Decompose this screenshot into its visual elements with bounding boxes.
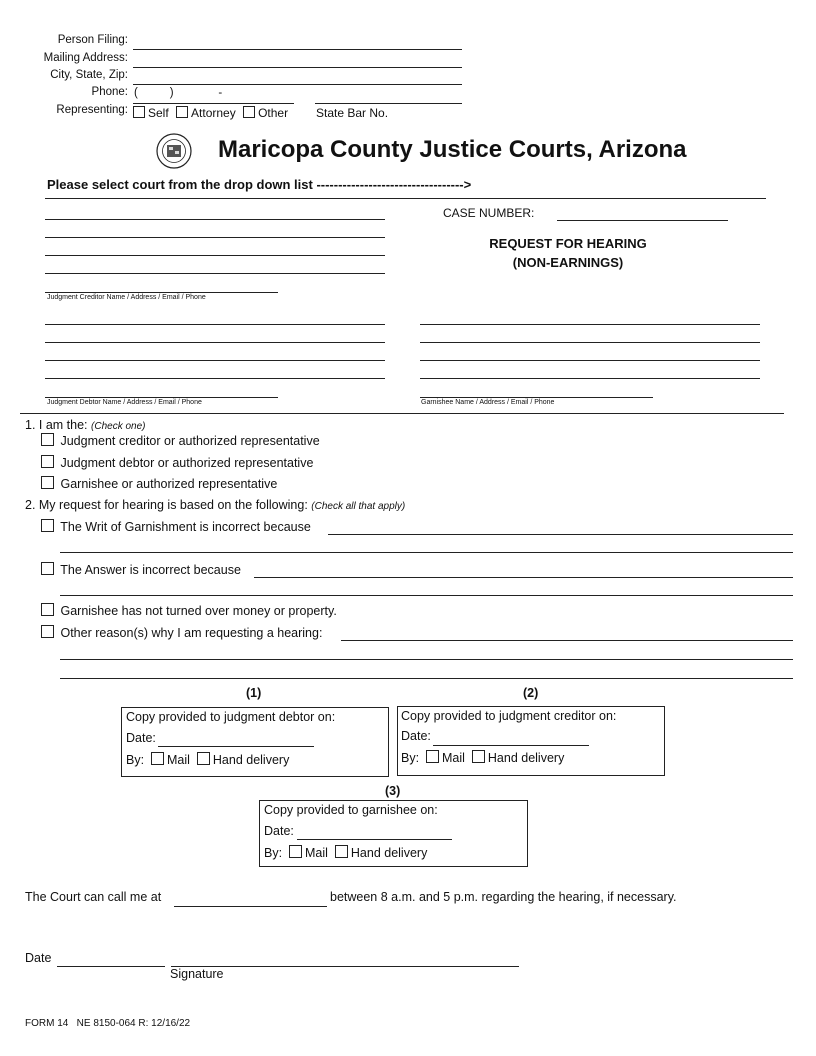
- other-checkbox[interactable]: [243, 106, 255, 118]
- reason-writ-incorrect[interactable]: The Writ of Garnishment is incorrect because: [41, 519, 311, 534]
- writ-reason-field[interactable]: [60, 552, 793, 553]
- creditor-line[interactable]: [45, 255, 385, 256]
- date-label: Date:: [401, 729, 431, 743]
- debtor-line[interactable]: [45, 397, 278, 398]
- garnishee-line[interactable]: [420, 342, 760, 343]
- checkbox[interactable]: [41, 562, 54, 575]
- person-filing-field[interactable]: [133, 49, 462, 50]
- other-reason-field[interactable]: [60, 678, 793, 679]
- debtor-line[interactable]: [45, 342, 385, 343]
- checkbox[interactable]: [41, 455, 54, 468]
- answer-reason-field[interactable]: [254, 577, 793, 578]
- reason-answer-incorrect[interactable]: The Answer is incorrect because: [41, 562, 241, 577]
- role-option-garnishee[interactable]: Garnishee or authorized representative: [41, 476, 277, 491]
- garnishee-line[interactable]: [420, 360, 760, 361]
- checkbox[interactable]: [41, 519, 54, 532]
- date-label: Date:: [264, 824, 294, 838]
- role-option-debtor[interactable]: Judgment debtor or authorized representative: [41, 455, 313, 470]
- debtor-label: Judgment Debtor Name / Address / Email / Phone: [47, 399, 202, 406]
- county-seal-logo: [156, 133, 190, 167]
- copy2-date-field[interactable]: [433, 745, 589, 746]
- garnishee-line[interactable]: [420, 324, 760, 325]
- mail-checkbox[interactable]: [151, 752, 164, 765]
- creditor-line[interactable]: [45, 219, 385, 220]
- copy2-number: (2): [523, 686, 539, 700]
- garnishee-label: Garnishee Name / Address / Email / Phone: [421, 399, 555, 406]
- phone-field[interactable]: [133, 103, 294, 104]
- role-option-creditor[interactable]: Judgment creditor or authorized representative: [41, 433, 320, 448]
- signature-label: Signature: [170, 967, 224, 981]
- other-reason-field[interactable]: [60, 659, 793, 660]
- self-checkbox[interactable]: [133, 106, 145, 118]
- copy2-box: [397, 706, 665, 776]
- form-footer: FORM 14 NE 8150-064 R: 12/16/22: [25, 1018, 191, 1029]
- representing-options: [133, 106, 288, 120]
- court-select-dropdown[interactable]: Please select court from the drop down list ---------------------------------->: [47, 177, 472, 192]
- other-label: Other: [258, 106, 289, 120]
- copy3-method: By: Mail Hand delivery: [264, 846, 428, 860]
- checkbox[interactable]: [41, 603, 54, 616]
- state-bar-field[interactable]: [315, 103, 462, 104]
- phone-label: Phone:: [91, 86, 128, 98]
- creditor-line[interactable]: [45, 273, 385, 274]
- hand-delivery-checkbox[interactable]: [197, 752, 210, 765]
- other-reason-field[interactable]: [341, 640, 793, 641]
- divider: [20, 413, 784, 414]
- attorney-checkbox[interactable]: [176, 106, 188, 118]
- creditor-line[interactable]: [45, 237, 385, 238]
- mail-checkbox[interactable]: [426, 750, 439, 763]
- debtor-line[interactable]: [45, 324, 385, 325]
- debtor-line[interactable]: [45, 378, 385, 379]
- reason-not-turned-over[interactable]: Garnishee has not turned over money or property.: [41, 603, 337, 618]
- section2-heading: 2. My request for hearing is based on the following: (Check all that apply): [25, 498, 406, 512]
- mail-checkbox[interactable]: [289, 845, 302, 858]
- creditor-line[interactable]: [45, 292, 278, 293]
- copy2-method: By: Mail Hand delivery: [401, 751, 565, 765]
- phone-format: ( ) -: [134, 87, 223, 99]
- reason-other[interactable]: Other reason(s) why I am requesting a hearing:: [41, 625, 322, 640]
- copy3-number: (3): [385, 784, 401, 798]
- call-phone-field[interactable]: [174, 906, 327, 907]
- copy1-box: [121, 707, 389, 777]
- debtor-line[interactable]: [45, 360, 385, 361]
- copy1-date-field[interactable]: [158, 746, 314, 747]
- state-bar-label: State Bar No.: [316, 106, 389, 120]
- answer-reason-field[interactable]: [60, 595, 793, 596]
- date-label: Date: [25, 951, 52, 965]
- writ-reason-field[interactable]: [328, 534, 793, 535]
- case-number-field[interactable]: [557, 220, 728, 221]
- self-label: Self: [148, 106, 169, 120]
- copy2-title: Copy provided to judgment creditor on:: [401, 709, 617, 723]
- copy1-title: Copy provided to judgment debtor on:: [126, 710, 336, 724]
- person-filing-label: Person Filing:: [57, 34, 128, 46]
- copy3-box: [259, 800, 528, 867]
- copy1-number: (1): [246, 686, 262, 700]
- form-title-line1: REQUEST FOR HEARING: [489, 236, 647, 251]
- hand-delivery-checkbox[interactable]: [335, 845, 348, 858]
- court-title: Maricopa County Justice Courts, Arizona: [218, 136, 687, 163]
- copy1-method: By: Mail Hand delivery: [126, 753, 290, 767]
- garnishee-line[interactable]: [420, 397, 653, 398]
- mailing-address-label: Mailing Address:: [43, 52, 128, 64]
- checkbox[interactable]: [41, 433, 54, 446]
- attorney-label: Attorney: [191, 106, 236, 120]
- court-line: [45, 198, 766, 199]
- copy3-title: Copy provided to garnishee on:: [264, 803, 438, 817]
- date-label: Date:: [126, 731, 156, 745]
- hand-delivery-checkbox[interactable]: [472, 750, 485, 763]
- copy3-date-field[interactable]: [297, 839, 452, 840]
- checkbox[interactable]: [41, 476, 54, 489]
- city-state-zip-label: City, State, Zip:: [50, 69, 128, 81]
- representing-label: Representing:: [56, 104, 128, 116]
- call-text-after: between 8 a.m. and 5 p.m. regarding the hearing, if necessary.: [330, 890, 677, 904]
- checkbox[interactable]: [41, 625, 54, 638]
- mailing-address-field[interactable]: [133, 67, 462, 68]
- case-number-label: CASE NUMBER:: [443, 206, 535, 220]
- call-text-before: The Court can call me at: [25, 890, 162, 904]
- signature-date-field[interactable]: [57, 966, 165, 967]
- garnishee-line[interactable]: [420, 378, 760, 379]
- section1-heading: 1. I am the: (Check one): [25, 418, 146, 432]
- form-title-line2: (NON-EARNINGS): [512, 255, 624, 270]
- creditor-label: Judgment Creditor Name / Address / Email / Phone: [47, 294, 206, 301]
- city-state-zip-field[interactable]: [133, 84, 462, 85]
